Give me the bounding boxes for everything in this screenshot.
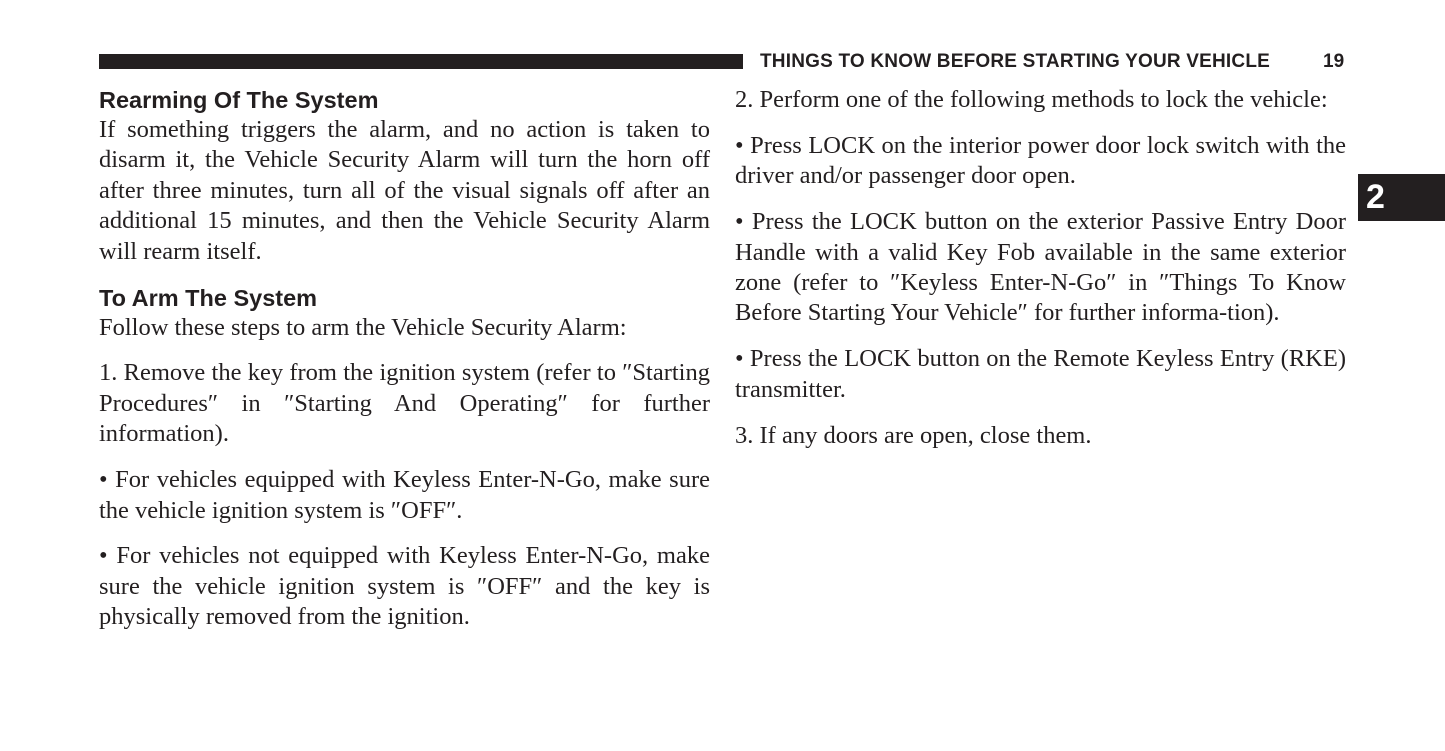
step-3: 3. If any doors are open, close them.: [735, 421, 1092, 449]
bullet-keyless: • For vehicles equipped with Keyless Enter-N-Go, make sure the vehicle ignition system is ″OFF″.: [99, 466, 710, 524]
rearming-paragraph: If something triggers the alarm, and no action is taken to disarm it, the Vehicle Security Alarm will turn the horn off after three minutes, turn all of the visual signals off after an additional 15 minutes, and then the Vehicle Security Alarm will rearm itself.: [99, 116, 710, 265]
chapter-tab: 2: [1358, 174, 1445, 221]
running-header-title: THINGS TO KNOW BEFORE STARTING YOUR VEHICLE: [760, 51, 1271, 72]
arm-heading: To Arm The System: [99, 284, 318, 311]
right-column: [735, 85, 1346, 451]
bullet-interior-lock: • Press LOCK on the interior power door lock switch with the driver and/or passenger door open.: [735, 131, 1346, 190]
rearming-heading: Rearming Of The System: [99, 87, 379, 113]
header-rule: [99, 54, 743, 69]
step-1: 1. Remove the key from the ignition system (refer to ″Starting Procedures″ in ″Starting And Operating″ for further information).: [99, 359, 710, 448]
step-2: 2. Perform one of the following methods to lock the vehicle:: [735, 86, 1328, 113]
bullet-rke: • Press the LOCK button on the Remote Keyless Entry (RKE) transmitter.: [735, 345, 1346, 403]
arm-intro-paragraph: Follow these steps to arm the Vehicle Security Alarm:: [99, 313, 627, 341]
left-column: [99, 85, 710, 633]
bullet-not-keyless: • For vehicles not equipped with Keyless Enter-N-Go, make sure the vehicle ignition system is ″OFF″ and the key is physically removed from the ignition.: [99, 542, 710, 631]
page-number: 19: [1323, 51, 1345, 72]
bullet-passive-entry: • Press the LOCK button on the exterior Passive Entry Door Handle with a valid Key Fob available in the same exterior zone (refer to ″Keyless Enter-N-Go″ in ″Things To Know Before Starting Your Vehicle″ for further informa-tion).: [735, 208, 1346, 327]
